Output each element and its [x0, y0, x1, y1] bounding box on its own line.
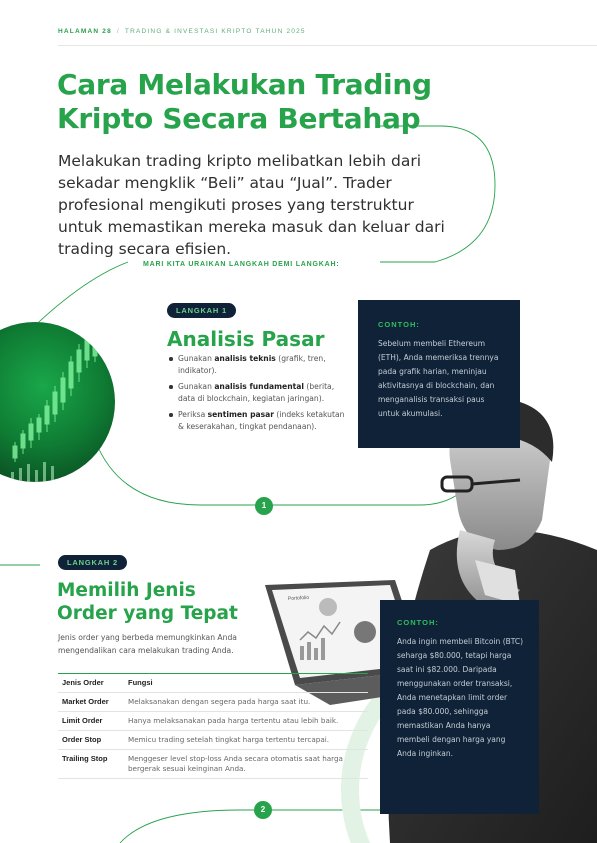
- table-row: [58, 731, 368, 750]
- header-divider: [58, 45, 597, 46]
- order-type-cell: Trailing Stop: [58, 750, 124, 779]
- intro-paragraph: Melakukan trading kripto melibatkan lebih dari sekadar mengklik “Beli” atau “Jual”. Trader profesional mengikuti proses yang terstruktur untuk memastikan mereka masuk dan keluar dari trading secara efisien.: [58, 152, 445, 258]
- step-2-title-line-2: Order yang Tepat: [57, 603, 238, 624]
- steps-kicker: MARI KITA URAIKAN LANGKAH DEMI LANGKAH:: [143, 261, 340, 268]
- step-2-description: Jenis order yang berbeda memungkinkan Anda mengendalikan cara melakukan trading Anda.: [58, 633, 237, 655]
- column-header: Fungsi: [124, 674, 368, 693]
- order-function-cell: Hanya melaksanakan pada harga tertentu atau lebih baik.: [124, 712, 368, 731]
- order-function-cell: Memicu trading setelah tingkat harga tertentu tercapai.: [124, 731, 368, 750]
- column-header: Jenis Order: [58, 674, 124, 693]
- example-text: Anda ingin membeli Bitcoin (BTC) seharga $80.000, tetapi harga saat ini $82.000. Daripada menggunakan order transaksi, Anda menetapkan limit order pada $80.000, sehingga memastikan Anda hanya membeli dengan harga yang Anda inginkan.: [397, 637, 524, 758]
- table-row: [58, 750, 368, 779]
- page-title-line-1: Cara Melakukan Trading: [57, 68, 432, 101]
- step-1-example-box: [358, 300, 520, 448]
- order-function-cell: Melaksanakan dengan segera pada harga saat itu.: [124, 693, 368, 712]
- svg-text:Portofolio: Portofolio: [287, 594, 310, 602]
- table-header-row: [58, 674, 368, 693]
- step-2-number-badge: 2: [254, 801, 272, 819]
- step-2-example-box: [380, 600, 539, 814]
- order-type-cell: Order Stop: [58, 731, 124, 750]
- section-name: TRADING & INVESTASI KRIPTO TAHUN 2025: [124, 28, 306, 35]
- step-1-number-badge: 1: [255, 497, 273, 515]
- header-separator: /: [116, 28, 120, 35]
- order-type-cell: Limit Order: [58, 712, 124, 731]
- page-header: [58, 28, 306, 35]
- page-title-line-2: Kripto Secara Bertahap: [57, 102, 421, 135]
- step-2-pill: LANGKAH 2: [58, 555, 127, 570]
- example-text: Sebelum membeli Ethereum (ETH), Anda memeriksa trennya pada grafik harian, meninjau aktivitasnya di blockchain, dan menganalisis transaksi paus untuk akumulasi.: [378, 339, 499, 418]
- order-type-cell: Market Order: [58, 693, 124, 712]
- order-function-cell: Menggeser level stop-loss Anda secara otomatis saat harga bergerak sesuai keinginan Anda.: [124, 750, 368, 779]
- page-number: HALAMAN 28: [58, 28, 112, 35]
- table-row: [58, 693, 368, 712]
- list-item: Periksa sentimen pasar (indeks ketakutan & keserakahan, tingkat pendanaan).: [168, 409, 346, 433]
- step-1-bullet-list: [168, 353, 346, 437]
- step-2-title: [57, 579, 277, 625]
- page-title: [57, 68, 437, 136]
- step-2-title-line-1: Memilih Jenis: [57, 580, 196, 601]
- example-label: CONTOH:: [397, 618, 439, 627]
- list-item: Gunakan analisis teknis (grafik, tren, indikator).: [168, 353, 346, 377]
- step-1-title: Analisis Pasar: [167, 327, 325, 351]
- example-label: CONTOH:: [378, 320, 420, 329]
- order-types-table: [58, 673, 368, 779]
- step-1-pill: LANGKAH 1: [167, 303, 236, 318]
- list-item: Gunakan analisis fundamental (berita, data di blockchain, kegiatan jaringan).: [168, 381, 346, 405]
- table-row: [58, 712, 368, 731]
